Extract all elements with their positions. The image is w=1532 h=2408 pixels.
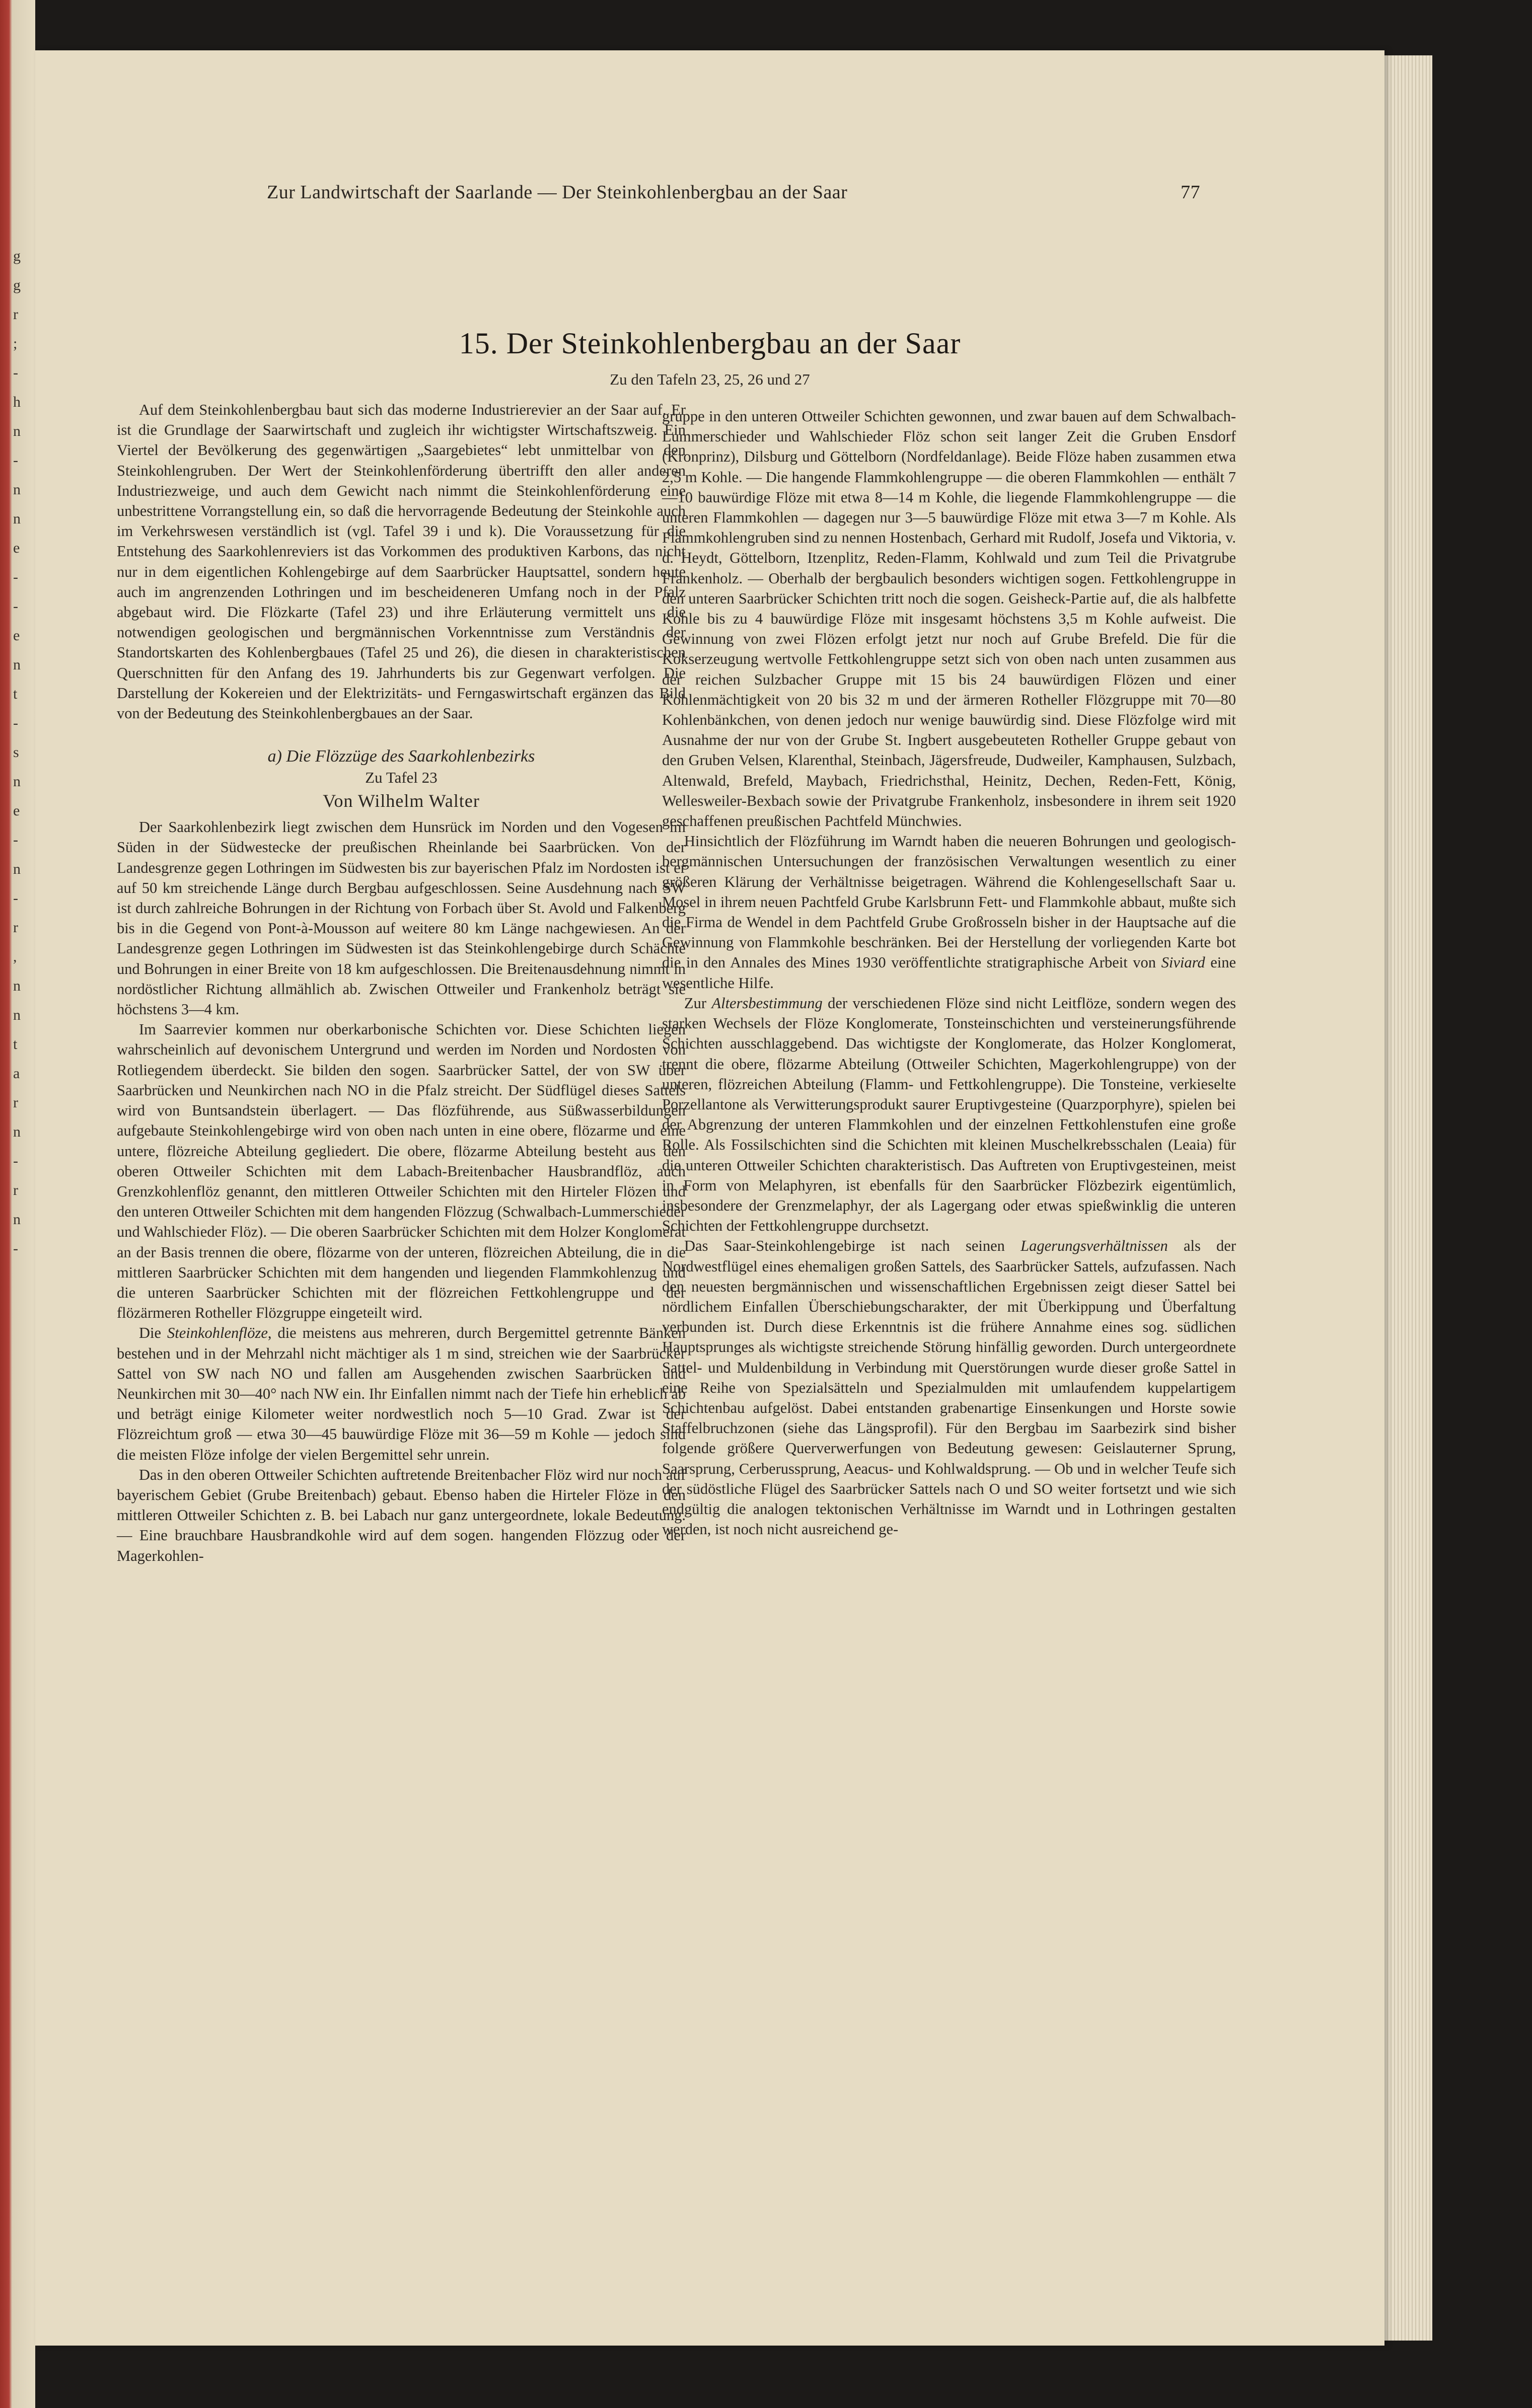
margin-letter: n [13, 1007, 21, 1023]
margin-letter: r [13, 306, 18, 323]
margin-letter: e [13, 627, 20, 644]
margin-letter: - [13, 1240, 18, 1257]
text-run: als der Nordwestflügel eines ehemaligen großen Sattels, des Saarbrücker Sattels, aufzufassen. Nach den neuesten bergmännischen und wissenschaftlichen Ergebnissen zeigt dieser Sattel bei nördlichem Einfallen Überschiebungscharakter, der mit Überkippung und Überfaltung verbunden ist. Durch diese Erkenntnis ist die frühere Annahme eines sog. südlichen Hauptsprunges als wichtigste streichende Störung hinfällig geworden. Durch untergeordnete Sattel- und Muldenbildung in Verbindung mit Querstörungen wurde dieser große Sattel in eine Reihe von Spezialsätteln und Spezialmulden mit umlaufendem kuppelartigem Schichtenbau aufgelöst. Dabei entstanden grabenartige Einsenkungen und Horste sowie Staffelbruchzonen (siehe das Längsprofil). Für den Bergbau im Saarbezirk sind bisher folgende größere Querverwerfungen von Bedeutung gewesen: Geislauterner Sprung, Saarsprung, Cerberussprung, Aeacus- und Kohlwaldsprung. — Ob und in welcher Teufe sich der südöstliche Flügel des Saarbrücker Sattels nach O und SO weiter fortsetzt und wie sich endgültig die analogen tektonischen Verhältnisse im Warndt und in Lothringen gestalten werden, ist noch nicht ausreichend ge- [662, 1237, 1236, 1538]
margin-letter: n [13, 977, 21, 994]
margin-letter: r [13, 1094, 18, 1111]
book-page-edges [1384, 55, 1432, 2341]
paragraph [662, 993, 1236, 1236]
paragraph [117, 1323, 686, 1464]
margin-letter: t [13, 1036, 18, 1052]
section-author: Von Wilhelm Walter [323, 791, 480, 811]
text-run: Die [139, 1324, 167, 1342]
paragraph-continued: gruppe in den unteren Ottweiler Schichten gewonnen, und zwar bauen auf dem Schwalbach-Lummerschieder und Wahlschieder Flöz schon seit langer Zeit die Gruben Ensdorf (Kronprinz), Dilsburg und Göttelborn (Nordfeldanlage). Beide Flöze haben zusammen etwa 2,5 m Kohle. — Die hangende Flammkohlengruppe — die oberen Flammkohlen — enthält 7—10 bauwürdige Flöze mit etwa 8—14 m Kohle, die liegende Flammkohlengruppe — die unteren Flammkohlen — dagegen nur 3—5 bauwürdige Flöze mit etwa 3—7 m Kohle. Als Flammkohlengruben sind zu nennen Hostenbach, Gerhard mit Rudolf, Josefa und Viktoria, v. d. Heydt, Göttelborn, Itzenplitz, Reden-Flamm, Kohlwald und zum Teil die Privatgrube Frankenholz. — Oberhalb der bergbaulich besonders wichtigen sogen. Fettkohlengruppe in den unteren Saarbrücker Schichten tritt noch die sogen. Geisheck-Partie auf, die als halbfette Kohle bis zu 4 bauwürdige Flöze mit insgesamt höchstens 3,5 m Kohle aufweist. Die Gewinnung von zwei Flözen erfolgt jetzt nur noch auf Grube Brefeld. Die für die Kokserzeugung wertvolle Fettkohlengruppe setzt sich von oben nach unten zusammen aus der reichen Sulzbacher Gruppe mit 15 bis 24 bauwürdigen Flözen und einer Kohlenmächtigkeit von 20 bis 32 m und der ärmeren Rotheller Flözgruppe mit 70—80 Kohlenbänkchen, von denen jedoch nur wenige bauwürdig sind. Diese Flözfolge wird mit Ausnahme der nur von der Grube St. Ingbert ausgebeuteten Rotheller Gruppe gebaut von den Gruben Velsen, Klarenthal, Steinbach, Jägersfreude, Dudweiler, Kamphausen, Sulzbach, Altenwald, Brefeld, Maybach, Friedrichsthal, Heinitz, Dechen, Reden-Fett, König, Wellesweiler-Bexbach sowie der Privatgrube Frankenholz, insbesondere in ihrem seit 1920 geschaffenen preußischen Pachtfeld Münchwies. [662, 408, 1236, 830]
text-run: Hinsichtlich der Flözführung im Warndt haben die neueren Bohrungen und geologisch-bergmännischen Untersuchungen der französischen Verwaltungen wesentlich zu einer größeren Klärung der Verhältnisse beigetragen. Während die Kohlengesellschaft Saar u. Mosel in ihrem neuen Pachtfeld Grube Karlsbrunn Fett- und Flammkohle abbaut, mußte sich die Firma de Wendel in dem Pachtfeld Grube Großrosseln bisher in der Hauptsache auf die Gewinnung von Flammkohle beschränken. Bei der Herstellung der vorliegenden Karte bot die in den Annales des Mines 1930 veröffentlichte stratigraphische Arbeit von [662, 833, 1236, 971]
facing-page-edge [0, 0, 35, 2408]
paragraph: Im Saarrevier kommen nur oberkarbonische Schichten vor. Diese Schichten liegen wahrscheinlich auf devonischem Untergrund und werden im Norden und Nordosten von Rotliegendem überdeckt. Sie bilden den sogen. Saarbrücker Sattel, der von SW über Saarbrücken und Neunkirchen nach NO in die Pfalz streicht. Der Südflügel dieses Sattels wird von Buntsandstein überlagert. — Das flözführende, aus Süßwasserbildungen aufgebaute Steinkohlengebirge wird von oben nach unten in eine obere, flözarme und eine untere, flözreiche Abteilung gegliedert. Die obere, flözarme Abteilung besteht aus den oberen Ottweiler Schichten mit dem Labach-Breitenbacher Hausbrandflöz, auch Grenzkohlenflöz genannt, den mittleren Ottweiler Schichten mit den Hirteler Flözen und den unteren Ottweiler Schichten mit dem hangenden Flözzug (Schwalbach-Lummerschieder und Wahlschieder Flöz). — Die oberen Saarbrücker Schichten mit dem Holzer Konglomerat an der Basis trennen die obere, flözarme von der unteren, flözreichen Abteilung, die in die mittleren Saarbrücker Schichten mit dem hangenden und liegenden Flammkohlenzug und die unteren Saarbrücker Schichten mit der flözreichen Fettkohlengruppe und der flözärmeren Rotheller Flözgruppe eingeteilt wird. [117, 1021, 686, 1322]
text-run: eine wesentliche Hilfe. [662, 954, 1236, 992]
margin-letter: s [13, 744, 19, 761]
paragraph [662, 831, 1236, 993]
chapter-title: 15. Der Steinkohlenbergbau an der Saar [459, 327, 961, 360]
text-run: Das Saar-Steinkohlengebirge ist nach seinen [684, 1237, 1021, 1255]
running-head [35, 181, 1384, 211]
margin-letter: , [13, 948, 17, 965]
paragraph [662, 1236, 1236, 1539]
margin-letter: a [13, 1065, 20, 1082]
section-subtitle: Zu Tafel 23 [365, 769, 437, 787]
margin-letter: - [13, 715, 18, 731]
book-page [35, 50, 1384, 2346]
margin-letter: e [13, 802, 20, 819]
margin-letter: t [13, 686, 18, 702]
margin-letter: - [13, 452, 18, 469]
text-run: der verschiedenen Flöze sind nicht Leitflöze, sondern wegen des starken Wechsels der Flöze Konglomerate, Tonsteinschichten und versteinerungsführende Schichten ausschlaggebend. Das wichtigste der Konglomerate, das Holzer Konglomerat, trennt die obere, flözarme Abteilung (Ottweiler Schichten, Magerkohlengruppe) von der unteren, flözreichen Abteilung (Flamm- und Fettkohlengruppe). Die Tonsteine, verkieselte Porzellantone als Verwitterungsprodukt saurer Eruptivgesteine (Quarzporphyre), spielen bei der Abgrenzung der unteren Flammkohlen und der einzelnen Fettkohlenstufen eine große Rolle. Als Fossilschichten sind die Schichten mit kleinen Muschelkrebsschalen (Leaia) für die unteren Ottweiler Schichten charakteristisch. Das Auftreten von Eruptivgesteinen, meist in Form von Melaphyren, ist ebenfalls für den Saarbrücker Flözbezirk eigentümlich, insbesondere der Grenzmelaphyr, der als Lagergang oder etwas spießwinklig die unteren Schichten der Fettkohlengruppe durchsetzt. [662, 994, 1236, 1235]
margin-letter: n [13, 1123, 21, 1140]
facing-page-margin-letters [13, 242, 33, 1263]
margin-letter: ; [13, 335, 18, 352]
margin-letter: - [13, 569, 18, 585]
running-head-title: Zur Landwirtschaft der Saarlande — Der Steinkohlenbergbau an der Saar [267, 182, 848, 203]
italic-term: Lagerungsverhältnissen [1020, 1237, 1168, 1255]
intro-paragraph: Auf dem Steinkohlenbergbau baut sich das moderne Industrierevier an der Saar auf. Er ist die Grundlage der Saarwirtschaft und zugleich ihr wichtigster Wirtschaftszweig. Ein Viertel der Bevölkerung des gegenwärtigen „Saargebietes“ lebt unmittelbar von den Steinkohlengruben. Der Wert der Steinkohlenförderung übertrifft den aller anderen Industriezweige, und auch dem Gewicht nach nimmt die Steinkohlenförderung eine unbestrittene Vorrangstellung ein, so daß die hervorragende Bedeutung der Steinkohle auch im Verkehrswesen verständlich ist (vgl. Tafel 39 i und k). Die Voraussetzung für die Entstehung des Saarkohlenreviers ist das Vorkommen des produktiven Karbons, das nicht nur in dem eigentlichen Kohlengebirge auf dem Saarbrücker Hauptsattel, sondern heute auch im angrenzenden Lothringen und im bescheideneren Umfang noch in der Pfalz abgebaut wird. Die Flözkarte (Tafel 23) und ihre Erläuterung vermittelt uns die notwendigen geologischen und bergmännischen Vorkenntnisse zum Verständnis der Standortskarten des Kohlenbergbaues (Tafel 25 und 26), die diesen in charakteristischen Querschnitten für den Anfang des 19. Jahrhunderts bis zur Gegenwart verfolgen. Die Darstellung der Kokereien und der Elektrizitäts- und Ferngaswirtschaft ergänzen das Bild von der Bedeutung des Steinkohlenbergbaues an der Saar. [117, 401, 686, 722]
margin-letter: e [13, 540, 20, 556]
margin-letter: h [13, 394, 21, 410]
chapter-subtitle: Zu den Tafeln 23, 25, 26 und 27 [610, 370, 810, 388]
italic-term: Steinkohlenflöze [167, 1324, 268, 1342]
italic-term: Altersbestimmung [711, 994, 823, 1012]
paragraph: Der Saarkohlenbezirk liegt zwischen dem Hunsrück im Norden und den Vogesen im Süden in der Südwestecke der preußischen Rheinlande bei Saarbrücken. Von der Landesgrenze gegen Lothringen im Südwesten bis zur bayerischen Pfalz im Nordosten ist er auf 50 km streichende Länge durch Bergbau aufgeschlossen. Seine Ausdehnung nach SW ist durch zahlreiche Bohrungen in der Richtung von Forbach über St. Avold und Falkenberg bis in die Gegend von Pont-à-Mousson auf weitere 80 km Länge nachgewiesen. An der Landesgrenze gegen Lothringen im Südwesten ist das Steinkohlengebirge durch Schächte und Bohrungen in einer Breite von 18 km aufgeschlossen. Die Breitenausdehnung nimmt in nordöstlicher Richtung allmählich ab. Zwischen Ottweiler und Frankenholz beträgt sie höchstens 3—4 km. [117, 818, 686, 1018]
text-run: , die meistens aus mehreren, durch Bergemittel getrennte Bänken bestehen und in der Mehrzahl nicht mächtiger als 1 m sind, streichen wie der Saarbrücker Sattel von SW nach NO und fallen am Ausgehenden zwischen Saarbrücken und Neunkirchen mit 30—40° nach NW ein. Ihr Einfallen nimmt nach der Tiefe hin erheblich ab und beträgt einige Kilometer weiter nordwestlich noch 5—10 Grad. Zwar ist der Flözreichtum groß — etwa 30—45 bauwürdige Flöze mit 36—59 m Kohle — jedoch sind die meisten Flöze infolge der vielen Bergemittel sehr unrein. [117, 1324, 686, 1463]
right-column [662, 406, 1236, 1539]
margin-letter: n [13, 481, 21, 498]
margin-letter: - [13, 1153, 18, 1169]
italic-name: Siviard [1161, 954, 1205, 971]
margin-letter: g [13, 277, 21, 293]
margin-letter: n [13, 1211, 21, 1228]
page-number: 77 [1181, 182, 1200, 203]
text-run: Zur [684, 994, 712, 1012]
paragraph: Das in den oberen Ottweiler Schichten auftretende Breitenbacher Flöz wird nur noch auf bayerischem Gebiet (Grube Breitenbach) gebaut. Ebenso haben die Hirteler Flöze in den mittleren Ottweiler Schichten z. B. bei Labach nur ganz untergeordnete, lokale Bedeutung. — Eine brauchbare Hausbrandkohle wird auf dem sogen. hangenden Flözzug oder der Magerkohlen- [117, 1466, 686, 1564]
margin-letter: r [13, 919, 18, 936]
margin-letter: n [13, 861, 21, 877]
margin-letter: n [13, 773, 21, 790]
margin-letter: - [13, 598, 18, 615]
margin-letter: n [13, 423, 21, 439]
margin-letter: - [13, 890, 18, 907]
margin-letter: g [13, 248, 21, 264]
margin-letter: r [13, 1182, 18, 1198]
margin-letter: - [13, 364, 18, 381]
section-title: a) Die Flözzüge des Saarkohlenbezirks [267, 747, 535, 766]
margin-letter: n [13, 510, 21, 527]
margin-letter: n [13, 656, 21, 673]
left-column [117, 400, 686, 1566]
margin-letter: - [13, 832, 18, 848]
